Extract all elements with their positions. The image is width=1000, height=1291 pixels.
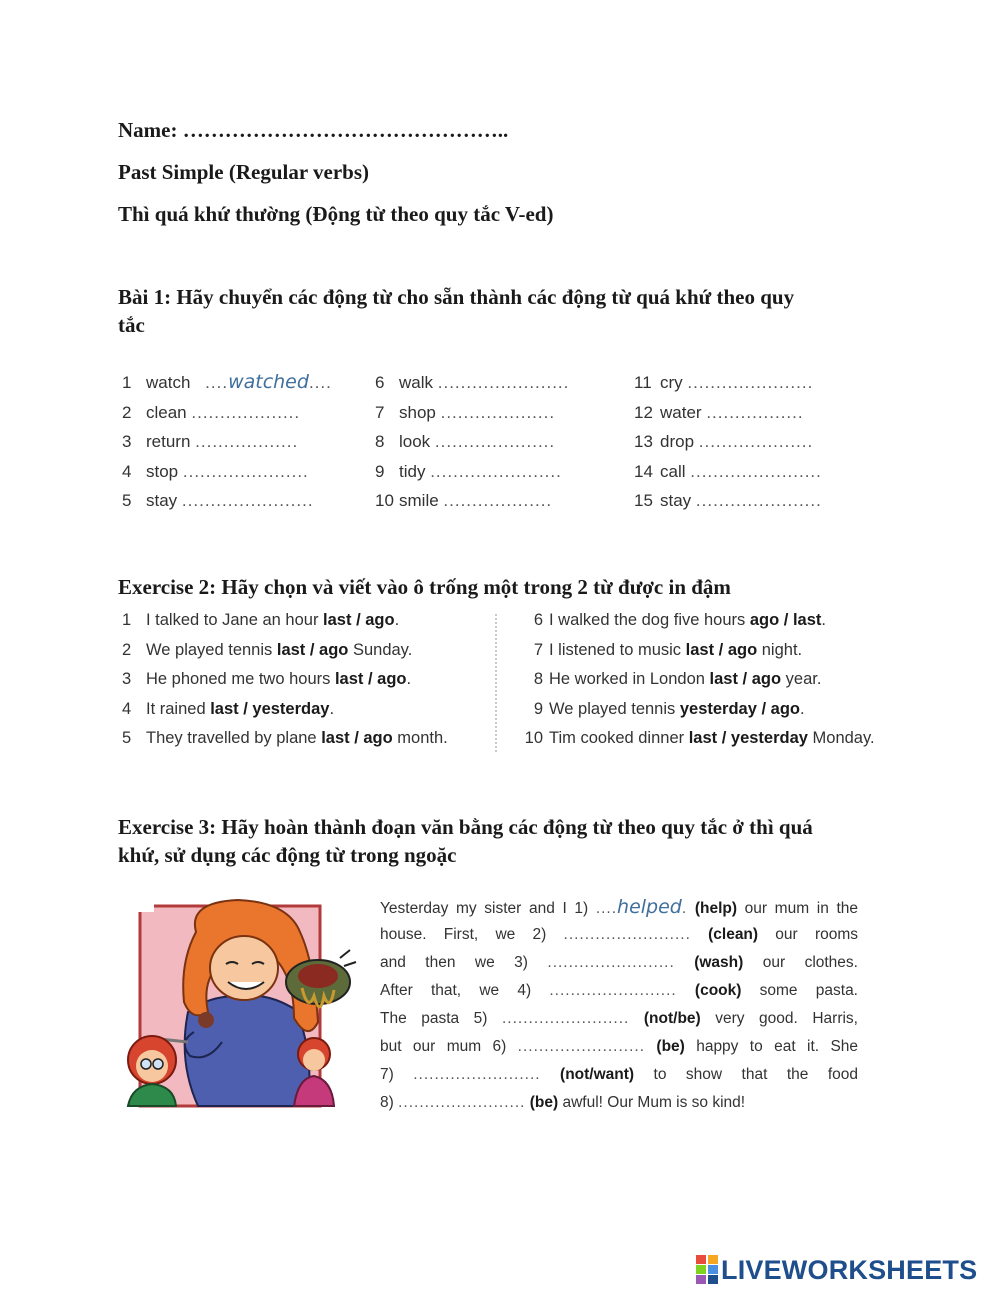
answer-blank[interactable]: ....................... xyxy=(690,461,822,481)
verb-label: drop xyxy=(660,432,695,451)
answer-blank[interactable]: .................... xyxy=(698,432,814,451)
exercise1-item: 3 return .................. xyxy=(122,432,299,451)
exercise1-item: 12 water ................. xyxy=(634,402,804,422)
exercise1-heading-line1: Bài 1: Hãy chuyển các động từ cho sẵn thành các động từ quá khứ theo quy xyxy=(118,285,795,309)
paragraph-line: and then we 3) ........................ (wash) our clothes. xyxy=(380,954,858,971)
verb-label: shop xyxy=(399,402,436,422)
column-divider xyxy=(495,614,497,752)
name-line: Name: ……………………………………….. xyxy=(118,118,509,142)
verb-label: clean xyxy=(146,402,187,422)
answer-blank[interactable]: ........................ xyxy=(398,1094,526,1111)
word-choice[interactable]: last / ago xyxy=(276,640,349,659)
exercise2-item: 8 He worked in London last / ago year. xyxy=(533,670,822,688)
exercise3-paragraph xyxy=(380,893,858,1117)
exercise1-item: 6 walk ....................... xyxy=(375,373,570,392)
exercise1-item: 5 stay ....................... xyxy=(122,491,314,510)
answer-blank[interactable]: ........................ xyxy=(547,954,675,971)
paragraph-line: 8) ........................ (be) awful! Our Mum is so kind! xyxy=(380,1094,746,1111)
logo-text: LIVEWORKSHEETS xyxy=(721,1254,978,1285)
verb-label: look xyxy=(399,432,431,451)
exercise1-grid xyxy=(118,360,878,520)
paragraph-line: 7) ........................ (not/want) to show that the food xyxy=(380,1066,858,1083)
paragraph-line: house. First, we 2) ........................ (clean) our rooms xyxy=(380,926,859,943)
exercise2-item: 5 They travelled by plane last / ago month. xyxy=(122,729,448,747)
title-en: Past Simple (Regular verbs) xyxy=(118,160,370,184)
word-choice[interactable]: ago / last xyxy=(749,611,822,629)
word-choice[interactable]: last / ago xyxy=(709,670,782,688)
answer-blank[interactable]: ...................... xyxy=(182,461,309,481)
exercise2-item: 1 I talked to Jane an hour last / ago. xyxy=(122,611,400,629)
word-choice[interactable]: last / ago xyxy=(321,729,393,747)
answer-blank[interactable]: ....................... xyxy=(181,491,314,510)
exercise1-item: 10 smile ................... xyxy=(375,491,553,510)
exercise1-item: 11 cry ...................... xyxy=(634,373,814,392)
exercise2-item: 6 I walked the dog five hours ago / last. xyxy=(533,611,826,629)
word-choice[interactable]: last / yesterday xyxy=(210,699,330,718)
verb-label: smile xyxy=(399,491,439,510)
answer-blank[interactable]: ...................... xyxy=(687,373,814,392)
paragraph-line: The pasta 5) ........................ (not/be) very good. Harris, xyxy=(380,1010,858,1027)
answer-blank[interactable]: ...................... xyxy=(695,491,822,510)
answer-blank[interactable]: .................... xyxy=(440,402,556,422)
word-choice[interactable]: last / yesterday xyxy=(688,729,808,747)
answer-blank[interactable]: .................. xyxy=(195,432,299,451)
verb-label: stop xyxy=(146,461,179,481)
verb-label: call xyxy=(660,461,686,481)
exercise2-column-1 xyxy=(122,606,448,754)
example-answer: helped xyxy=(617,896,682,918)
word-choice[interactable]: last / ago xyxy=(323,611,395,629)
exercise2-heading: Exercise 2: Hãy chọn và viết vào ô trống một trong 2 từ được in đậm xyxy=(118,575,731,599)
answer-blank[interactable]: ........................ xyxy=(563,926,691,943)
verb-label: cry xyxy=(660,373,683,392)
answer-blank[interactable]: ........................ xyxy=(549,982,677,999)
example-answer: watched xyxy=(228,371,309,393)
word-choice[interactable]: yesterday / ago xyxy=(679,699,800,718)
exercise1-item: 4 stop ...................... xyxy=(122,461,309,481)
exercise1-item: 2 clean ................... xyxy=(122,402,301,422)
exercise1-item: 9 tidy ....................... xyxy=(375,461,562,481)
exercise1-item: 13 drop .................... xyxy=(634,432,814,451)
title-vi: Thì quá khứ thường (Động từ theo quy tắc V-ed) xyxy=(118,202,554,226)
exercise2-item: 2 We played tennis last / ago Sunday. xyxy=(122,640,413,659)
verb-label: stay xyxy=(660,491,692,510)
exercise1-item: 8 look ..................... xyxy=(375,432,556,451)
answer-blank[interactable]: ................... xyxy=(191,402,301,422)
answer-blank[interactable]: ..................... xyxy=(434,432,556,451)
exercise2-item: 4 It rained last / yesterday. xyxy=(122,699,335,718)
word-choice[interactable]: last / ago xyxy=(685,640,758,659)
paragraph-line: After that, we 4) ........................ (cook) some pasta. xyxy=(380,982,858,999)
exercise2-list xyxy=(118,606,878,756)
answer-blank[interactable]: ........................ xyxy=(413,1066,541,1083)
exercise1-column-2 xyxy=(375,368,615,516)
exercise1-heading-line2: tắc xyxy=(118,313,145,337)
exercise1-item: 15 stay ...................... xyxy=(634,491,822,510)
answer-blank[interactable]: ....................... xyxy=(437,373,570,392)
verb-label: walk xyxy=(399,373,434,392)
paragraph-line: but our mum 6) ........................ (be) happy to eat it. She xyxy=(380,1038,859,1055)
exercise2-item: 3 He phoned me two hours last / ago. xyxy=(122,670,412,688)
word-choice[interactable]: last / ago xyxy=(334,670,407,688)
exercise2-column-2 xyxy=(511,606,875,754)
answer-blank[interactable]: ................. xyxy=(706,402,804,422)
logo-blocks-icon xyxy=(696,1255,718,1285)
exercise2-item: 10 Tim cooked dinner last / yesterday Monday. xyxy=(524,729,875,747)
liveworksheets-logo xyxy=(696,1254,977,1286)
paragraph-line: Yesterday my sister and I 1) ....helped. (help) our mum in the xyxy=(380,896,858,918)
exercise1-column-1 xyxy=(122,368,362,516)
answer-blank[interactable]: ........................ xyxy=(502,1010,630,1027)
exercise2-item: 9 We played tennis yesterday / ago. xyxy=(533,699,805,718)
answer-blank[interactable]: ........................ xyxy=(517,1038,646,1055)
exercise2-item: 7 I listened to music last / ago night. xyxy=(533,640,803,659)
exercise1-item: 1 watch ....watched.... xyxy=(122,371,332,393)
exercise1-item: 7 shop .................... xyxy=(375,402,556,422)
exercise3-heading-line2: khứ, sử dụng các động từ trong ngoặc xyxy=(118,843,457,867)
exercise1-column-3 xyxy=(634,368,874,516)
exercise3-heading-line1: Exercise 3: Hãy hoàn thành đoạn văn bằng các động từ theo quy tắc ở thì quá xyxy=(118,815,813,839)
answer-blank[interactable]: ....................... xyxy=(430,461,562,481)
exercise1-item: 14 call ....................... xyxy=(634,461,822,481)
cooking-illustration xyxy=(118,892,358,1122)
verb-label: return xyxy=(146,432,191,451)
verb-label: stay xyxy=(146,491,178,510)
verb-label: watch xyxy=(146,373,191,392)
verb-label: tidy xyxy=(399,461,426,481)
verb-label: water xyxy=(660,402,702,422)
answer-blank[interactable]: ................... xyxy=(443,491,553,510)
